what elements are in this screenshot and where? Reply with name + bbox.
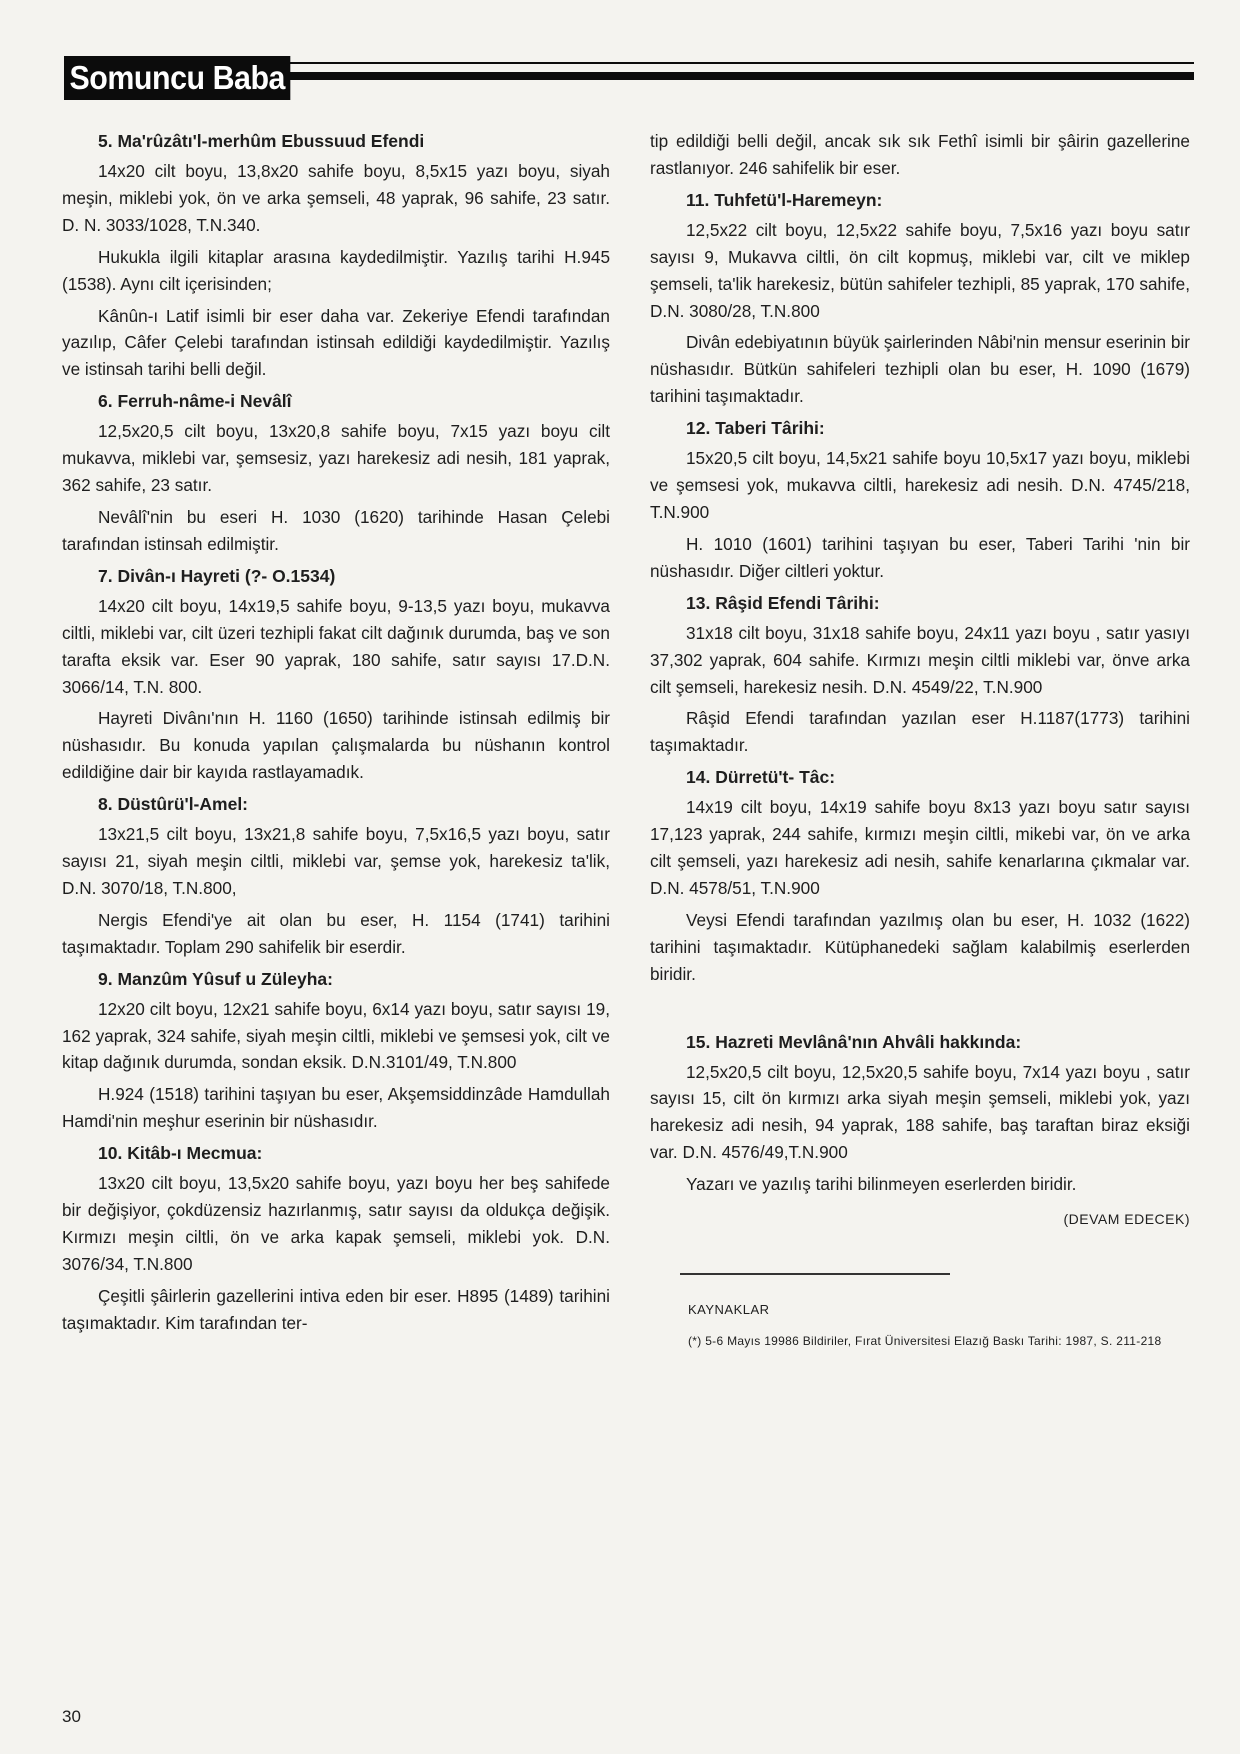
entry-paragraph: Nergis Efendi'ye ait olan bu eser, H. 1154 (1741) tarihini taşımaktadır. Toplam 290 sahifelik bir eserdir.: [62, 909, 610, 957]
entry-heading: 7. Divân-ı Hayreti (?- O.1534): [98, 565, 336, 586]
entry-paragraph: Hayreti Divânı'nın H. 1160 (1650) tarihinde istinsah edilmiş bir nüshasıdır. Bu konuda yapılan çalışmalarda bu nüshanın kontrol edildiğine dair bir kayıda rastlayamadık.: [62, 708, 610, 783]
entry-paragraph: 13x21,5 cilt boyu, 13x21,8 sahife boyu, 7,5x16,5 yazı boyu, satır sayısı 21, siyah meşin ciltli, miklebi var, şemse yok, harekesiz ta'lik, D.N. 3070/18, T.N.800,: [62, 824, 610, 898]
entry-heading: 12. Taberi Târihi:: [686, 418, 825, 439]
entry-paragraph: Veysi Efendi tarafından yazılmış olan bu eser, H. 1032 (1622) tarihini taşımaktadır. Kütüphanedeki sağlam kalabilmiş eserlerden biridir.: [650, 909, 1190, 984]
entry-paragraph: 14x20 cilt boyu, 13,8x20 sahife boyu, 8,5x15 yazı boyu, siyah meşin, miklebi yok, ön ve arka şemseli, 48 yaprak, 96 sahife, 23 satır. D. N. 3033/1028, T.N.340.: [62, 161, 610, 235]
references-divider: [680, 1273, 950, 1275]
entry-paragraph: 13x20 cilt boyu, 13,5x20 sahife boyu, yazı boyu her beş sahifede bir değişiyor, çokdüzensiz hazırlanmış, satır sayısı da oldukça değişik. Kırmızı meşin ciltli, ön ve arka kapak şemseli, miklebi yok. D.N. 3076/34, T.N.800: [62, 1173, 610, 1274]
header-rule-thin: [264, 62, 1194, 64]
references-title: KAYNAKLAR: [688, 1301, 770, 1317]
entry-paragraph: tip edildiği belli değil, ancak sık sık Fethî isimli bir şâirin gazellerine rastlanıyor. 246 sahifelik bir eser.: [650, 131, 1190, 178]
page-number: 30: [62, 1707, 81, 1726]
entry-paragraph: H.924 (1518) tarihini taşıyan bu eser, Akşemsiddinzâde Hamdullah Hamdi'nin meşhur eserinin bir nüshasıdır.: [62, 1084, 610, 1132]
masthead: [64, 56, 1194, 106]
entry-heading: 14. Dürretü't- Tâc:: [686, 767, 836, 788]
entry-heading: 5. Ma'rûzâtı'l-merhûm Ebussuud Efendi: [98, 131, 425, 151]
entry-paragraph: Râşid Efendi tarafından yazılan eser H.1187(1773) tarihini taşımaktadır.: [650, 708, 1190, 756]
entry-paragraph: Hukukla ilgili kitaplar arasına kaydedilmiştir. Yazılış tarihi H.945 (1538). Aynı cilt içerisinden;: [62, 246, 610, 294]
magazine-logo: Somuncu Baba: [64, 56, 291, 100]
entry-heading: 11. Tuhfetü'l-Haremeyn:: [686, 189, 883, 210]
spacer: [650, 993, 1190, 1029]
right-column-content: [650, 128, 1190, 1198]
continued-note: (DEVAM EDECEK): [1063, 1211, 1190, 1228]
entry-heading: 6. Ferruh-nâme-i Nevâlî: [98, 391, 292, 412]
entry-paragraph: Yazarı ve yazılış tarihi bilinmeyen eserlerden biridir.: [686, 1174, 1077, 1195]
entry-paragraph: Kânûn-ı Latif isimli bir eser daha var. Zekeriye Efendi tarafından yazılıp, Câfer Çelebi tarafından istinsah edildiği kaydedilmiştir. Yazılış ve istinsah tarihi belli değil.: [62, 305, 610, 380]
entry-paragraph: 31x18 cilt boyu, 31x18 sahife boyu, 24x11 yazı boyu , satır yasıyı 37,302 yaprak, 604 sahife. Kırmızı meşin ciltli miklebi var, önve arka cilt şemseli, harekesiz nesih. D.N. 4549/22, T.N.900: [650, 622, 1190, 697]
entry-paragraph: 14x19 cilt boyu, 14x19 sahife boyu 8x13 yazı boyu satır sayısı 17,123 yaprak, 244 sahife, kırmızı meşin ciltli, mikebi var, ön ve arka cilt şemseli, yazı harekesiz adi nesih, sahife kenarlarına çıkmalar var. D.N. 4578/51, T.N.900: [650, 797, 1190, 898]
entry-paragraph: Divân edebiyatının büyük şairlerinden Nâbi'nin mensur eserinin bir nüshasıdır. Bütkün sahifeleri tezhipli olan bu eser, H. 1090 (1679) tarihini taşımaktadır.: [650, 332, 1190, 407]
entry-heading: 13. Râşid Efendi Târihi:: [686, 592, 880, 613]
right-column: [650, 128, 1190, 1351]
entry-paragraph: 12x20 cilt boyu, 12x21 sahife boyu, 6x14 yazı boyu, satır sayısı 19, 162 yaprak, 324 sahife, siyah meşin ciltli, miklebi ve şemsesi yok, cilt ve kitap dağınık durumda, sondan eksik. D.N.3101/49, T.N.800: [62, 998, 610, 1073]
entry-heading: 10. Kitâb-ı Mecmua:: [98, 1143, 263, 1164]
entry-heading: 15. Hazreti Mevlânâ'nın Ahvâli hakkında:: [686, 1031, 1022, 1052]
references-text: (*) 5-6 Mayıs 19986 Bildiriler, Fırat Üniversitesi Elazığ Baskı Tarihi: 1987, S. 211-218: [688, 1334, 1162, 1349]
entry-paragraph: 14x20 cilt boyu, 14x19,5 sahife boyu, 9-13,5 yazı boyu, mukavva ciltli, miklebi var, cilt üzeri tezhipli fakat cilt dağınık durumda, baş ve son tarafta eksik var. Eser 90 yaprak, 180 sahife, satır sayısı 17.D.N. 3066/14, T.N. 800.: [62, 595, 610, 697]
entry-paragraph: 12,5x22 cilt boyu, 12,5x22 sahife boyu, 7,5x16 yazı boyu satır sayısı 9, Mukavva ciltli, ön cilt kopmuş, miklebi var, cilt ve miklep şemseli, ta'lik harekesiz, bütün sahifeler tezhipli, 85 yaprak, 170 sahife, D.N. 3080/28, T.N.800: [650, 219, 1190, 321]
references: [650, 1273, 1190, 1351]
left-column: [62, 128, 610, 1342]
entry-paragraph: Nevâlî'nin bu eseri H. 1030 (1620) tarihinde Hasan Çelebi tarafından istinsah edilmiştir.: [62, 506, 610, 554]
entry-paragraph: 12,5x20,5 cilt boyu, 13x20,8 sahife boyu, 7x15 yazı boyu cilt mukavva, miklebi var, şemsesiz, yazı harekesiz adi nesih, 181 yaprak, 362 sahife, 23 satır.: [62, 421, 610, 496]
entry-paragraph: 15x20,5 cilt boyu, 14,5x21 sahife boyu 10,5x17 yazı boyu, miklebi ve şemsesi yok, mukavva ciltli, harekesiz adi nesih. D.N. 4745/218, T.N.900: [650, 448, 1190, 522]
entry-paragraph: H. 1010 (1601) tarihini taşıyan bu eser, Taberi Tarihi 'nin bir nüshasıdır. Diğer ciltleri yoktur.: [650, 533, 1190, 581]
entry-heading: 8. Düstûrü'l-Amel:: [98, 794, 249, 815]
entry-paragraph: 12,5x20,5 cilt boyu, 12,5x20,5 sahife boyu, 7x14 yazı boyu , satır sayısı 15, cilt ön kırmızı arka siyah meşin şemseli, miklebi yok, yazı harekesiz adi nesih, 94 yaprak, 188 sahife, baş taraftan biraz eksiği var. D.N. 4576/49,T.N.900: [650, 1061, 1190, 1163]
entry-heading: 9. Manzûm Yûsuf u Züleyha:: [98, 968, 333, 989]
header-rule-thick: [264, 72, 1194, 80]
entry-paragraph: Çeşitli şâirlerin gazellerini intiva eden bir eser. H895 (1489) tarihini taşımaktadır. Kim tarafından ter-: [62, 1285, 610, 1333]
